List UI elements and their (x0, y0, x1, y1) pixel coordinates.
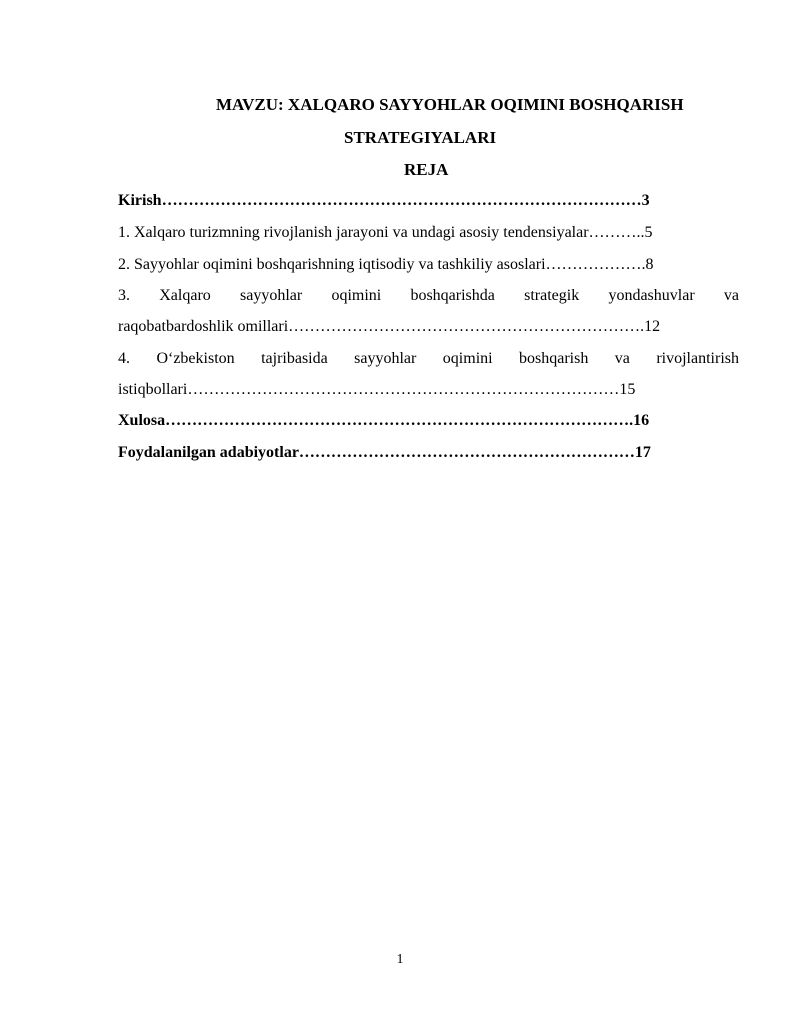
toc-conclusion: Xulosa…………………………………………………………………………….16 (118, 412, 650, 429)
toc-word: va (614, 350, 630, 367)
toc-word: yondashuvlar (608, 287, 695, 304)
toc-word: boshqarish (519, 350, 589, 367)
toc-intro: Kirish………………………………………………………………………………3 (118, 192, 650, 209)
title-line-1: MAVZU: XALQARO SAYYOHLAR OQIMINI BOSHQARISH (216, 95, 684, 114)
page-number: 1 (396, 952, 404, 967)
toc-word: strategik (524, 287, 580, 304)
toc-references: Foydalanilgan adabiyotlar………………………………………………………17 (118, 444, 651, 461)
toc-word: 3. (118, 287, 130, 304)
title-line-2: STRATEGIYALARI (344, 128, 497, 147)
toc-word: rivojlantirish (656, 350, 739, 367)
toc-item-3-line-1 (118, 286, 739, 306)
plan-heading: REJA (404, 160, 449, 179)
toc-word: Xalqaro (159, 287, 211, 304)
toc-word: sayyohlar (240, 287, 303, 304)
toc-word: 4. (118, 350, 130, 367)
toc-word: oqimini (331, 287, 382, 304)
toc-word: tajribasida (261, 350, 328, 367)
toc-item-2: 2. Sayyohlar oqimini boshqarishning iqtisodiy va tashkiliy asoslari……………….8 (118, 256, 654, 273)
toc-word: O‘zbekiston (156, 350, 235, 367)
toc-word: oqimini (442, 350, 493, 367)
toc-word: sayyohlar (354, 350, 417, 367)
toc-item-3-line-2: raqobatbardoshlik omillari………………………………………………………….12 (118, 318, 661, 335)
toc-item-1: 1. Xalqaro turizmning rivojlanish jarayoni va undagi asosiy tendensiyalar………..5 (118, 224, 653, 241)
toc-word: va (723, 287, 739, 304)
toc-item-4-line-2: istiqbollari………………………………………………………………………15 (118, 381, 636, 398)
toc-word: boshqarishda (410, 287, 495, 304)
toc-item-4-line-1 (118, 349, 739, 369)
